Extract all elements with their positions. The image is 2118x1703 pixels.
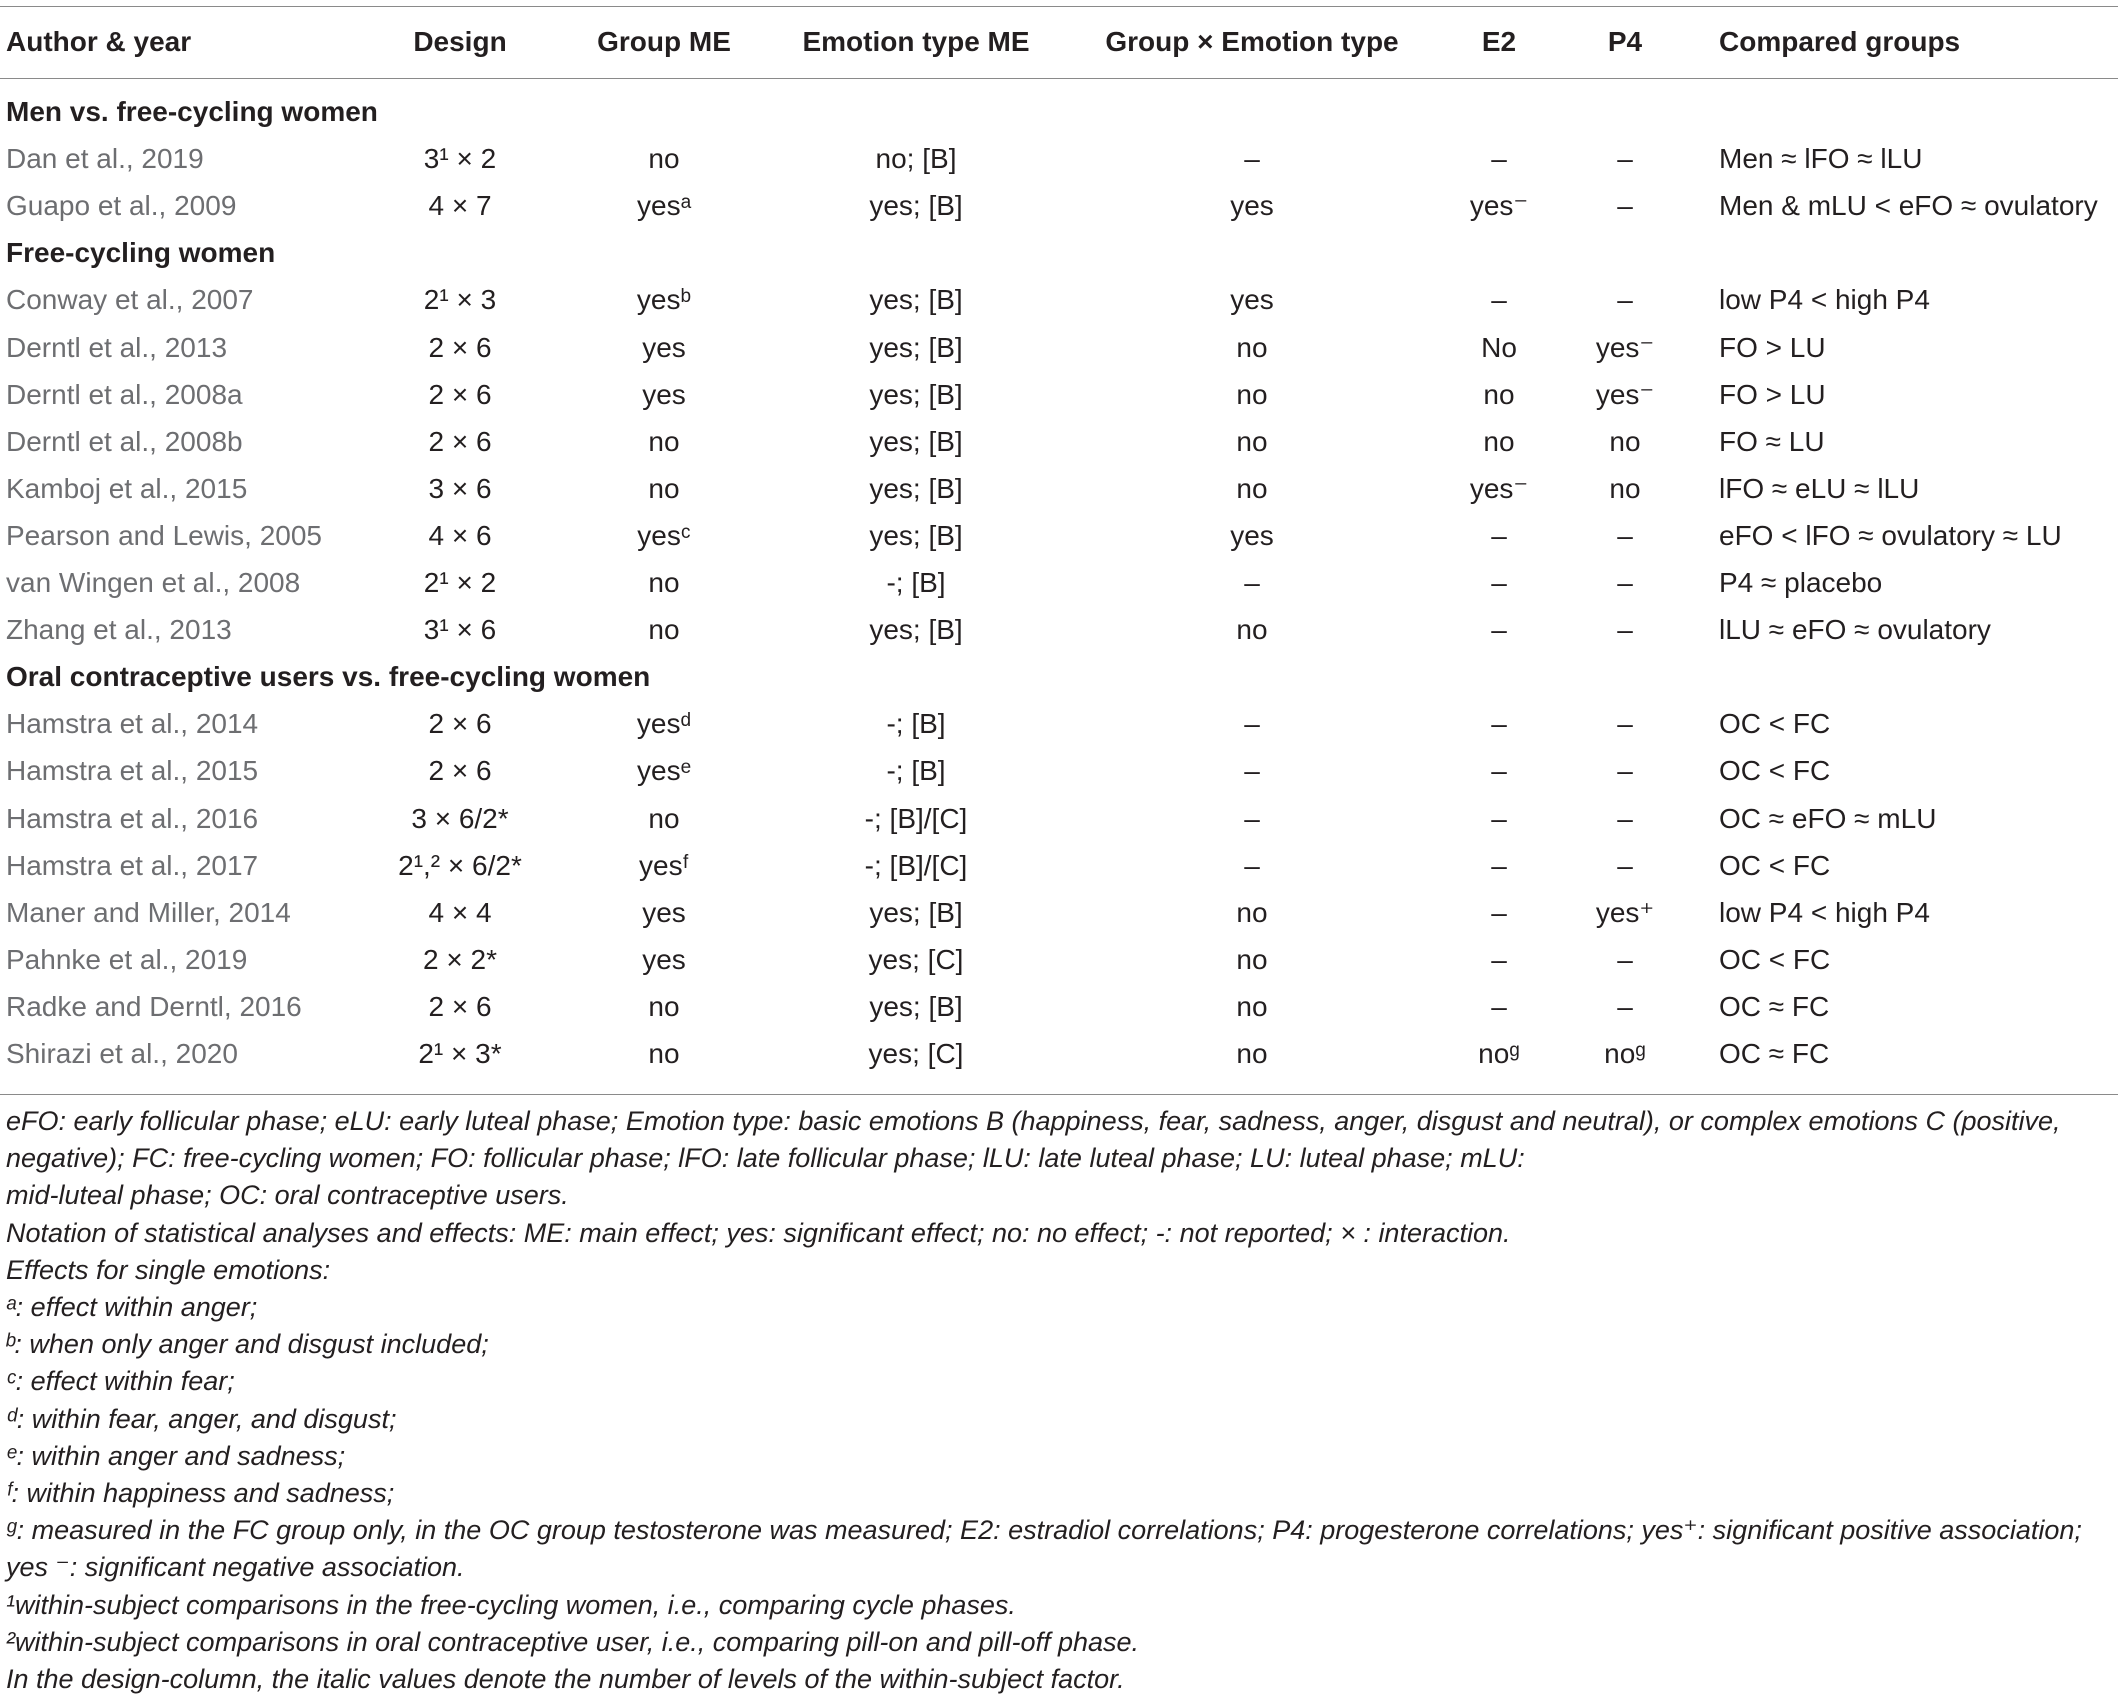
e2-cell: – bbox=[1491, 849, 1507, 881]
author-cell: van Wingen et al., 2008 bbox=[6, 567, 301, 598]
group-me-cell: yes bbox=[642, 331, 686, 363]
compared-cell: OC < FC bbox=[1719, 849, 1831, 881]
design-cell: 2¹ × 3 bbox=[423, 284, 497, 316]
interaction-cell: no bbox=[1236, 1038, 1268, 1069]
footnote-line: ᶜ: effect within fear; bbox=[6, 1366, 235, 1397]
table-row bbox=[0, 512, 2118, 559]
compared-cell: Men ≈ lFO ≈ lLU bbox=[1719, 143, 1923, 175]
compared-cell: lFO ≈ eLU ≈ lLU bbox=[1719, 472, 1920, 504]
author-cell: Zhang et al., 2013 bbox=[6, 614, 232, 646]
e2-cell: no bbox=[1483, 378, 1515, 410]
design-cell: 4 × 7 bbox=[428, 190, 492, 222]
p4-cell: yes⁻ bbox=[1595, 331, 1655, 363]
group-me-cell: yesᵇ bbox=[636, 284, 692, 316]
e2-cell: no bbox=[1483, 425, 1515, 457]
table-row bbox=[0, 1030, 2118, 1077]
table-footnotes bbox=[6, 1103, 2112, 1698]
p4-cell: no bbox=[1609, 472, 1641, 504]
header-group-me: Group ME bbox=[597, 26, 731, 57]
emotion-me-cell: -; [B]/[C] bbox=[864, 802, 968, 834]
group-me-cell: no bbox=[648, 425, 680, 457]
section-title: Free-cycling women bbox=[6, 237, 276, 269]
compared-cell: P4 ≈ placebo bbox=[1719, 567, 1883, 598]
compared-cell: FO ≈ LU bbox=[1719, 425, 1825, 457]
header-compared: Compared groups bbox=[1719, 26, 1961, 57]
group-me-cell: yesᵉ bbox=[637, 755, 691, 787]
p4-cell: – bbox=[1617, 990, 1633, 1022]
design-cell: 2 × 6 bbox=[428, 378, 492, 410]
p4-cell: – bbox=[1617, 567, 1633, 598]
interaction-cell: no bbox=[1236, 614, 1268, 646]
author-cell: Derntl et al., 2008b bbox=[6, 425, 243, 457]
group-me-cell: yesᵃ bbox=[637, 190, 691, 222]
e2-cell: – bbox=[1491, 284, 1507, 316]
table-row bbox=[0, 324, 2118, 371]
p4-cell: – bbox=[1617, 519, 1633, 551]
group-me-cell: no bbox=[648, 802, 680, 834]
section-title: Oral contraceptive users vs. free-cycling women bbox=[6, 661, 651, 693]
table-row bbox=[0, 465, 2118, 512]
author-cell: Dan et al., 2019 bbox=[6, 143, 204, 175]
e2-cell: – bbox=[1491, 755, 1507, 787]
p4-cell: – bbox=[1617, 614, 1633, 646]
table-row bbox=[0, 889, 2118, 936]
author-cell: Hamstra et al., 2017 bbox=[6, 849, 259, 881]
compared-cell: lLU ≈ eFO ≈ ovulatory bbox=[1719, 614, 1991, 646]
compared-cell: OC ≈ FC bbox=[1719, 990, 1830, 1022]
e2-cell: – bbox=[1491, 990, 1507, 1022]
design-cell: 2 × 6 bbox=[428, 425, 492, 457]
design-cell: 2 × 6 bbox=[428, 990, 492, 1022]
design-cell: 3¹ × 6 bbox=[423, 614, 497, 646]
compared-cell: eFO < lFO ≈ ovulatory ≈ LU bbox=[1719, 519, 2062, 551]
design-cell: 2 × 6 bbox=[428, 331, 492, 363]
p4-cell: – bbox=[1617, 755, 1633, 787]
design-cell: 2 × 6 bbox=[428, 708, 492, 740]
design-cell: 4 × 6 bbox=[428, 519, 492, 551]
group-me-cell: no bbox=[648, 614, 680, 646]
e2-cell: – bbox=[1491, 708, 1507, 740]
group-me-cell: yes bbox=[642, 896, 686, 928]
design-cell: 2¹ × 2 bbox=[423, 567, 497, 598]
footnote-line: Notation of statistical analyses and effects: ME: main effect; yes: significant effect; no: no effect; -: not reported; × : interaction. bbox=[6, 1217, 1511, 1248]
p4-cell: – bbox=[1617, 190, 1633, 222]
p4-cell: yes⁺ bbox=[1595, 896, 1655, 928]
interaction-cell: no bbox=[1236, 425, 1268, 457]
footnote-line: ¹within-subject comparisons in the free-cycling women, i.e., comparing cycle phases. bbox=[6, 1589, 1016, 1620]
interaction-cell: no bbox=[1236, 331, 1268, 363]
footnote-line: eFO: early follicular phase; eLU: early luteal phase; Emotion type: basic emotions B (happiness, fear, sadness, anger, disgust and neutral), or complex emotions C (positive, negative); FC: free-cycling women; FO: follicular phase; lFO: late follicular phase; lLU: late luteal phase; LU: luteal phase; mLU: bbox=[6, 1106, 2061, 1174]
header-design: Design bbox=[413, 26, 507, 57]
design-cell: 2¹,² × 6/2* bbox=[398, 849, 522, 881]
emotion-me-cell: yes; [B] bbox=[869, 378, 963, 410]
interaction-cell: no bbox=[1236, 990, 1268, 1022]
design-cell: 3¹ × 2 bbox=[423, 143, 497, 175]
p4-cell: – bbox=[1617, 708, 1633, 740]
author-cell: Derntl et al., 2008a bbox=[6, 378, 243, 410]
interaction-cell: – bbox=[1244, 849, 1260, 881]
table-row bbox=[0, 559, 2118, 606]
interaction-cell: – bbox=[1244, 755, 1260, 787]
group-me-cell: no bbox=[648, 472, 680, 504]
emotion-me-cell: yes; [B] bbox=[869, 614, 963, 646]
compared-cell: OC < FC bbox=[1719, 943, 1831, 975]
e2-cell: noᵍ bbox=[1478, 1038, 1520, 1069]
emotion-me-cell: -; [B] bbox=[886, 567, 946, 598]
footnote-line: ᶠ: within happiness and sadness; bbox=[6, 1478, 395, 1509]
e2-cell: – bbox=[1491, 802, 1507, 834]
emotion-me-cell: yes; [C] bbox=[868, 1038, 964, 1069]
emotion-me-cell: -; [B] bbox=[886, 708, 946, 740]
interaction-cell: no bbox=[1236, 943, 1268, 975]
e2-cell: – bbox=[1491, 896, 1507, 928]
emotion-me-cell: yes; [B] bbox=[869, 190, 963, 222]
emotion-me-cell: yes; [C] bbox=[868, 943, 964, 975]
p4-cell: – bbox=[1617, 284, 1633, 316]
author-cell: Conway et al., 2007 bbox=[6, 284, 254, 316]
emotion-me-cell: yes; [B] bbox=[869, 896, 963, 928]
p4-cell: noᵍ bbox=[1604, 1038, 1646, 1069]
group-me-cell: no bbox=[648, 143, 680, 175]
design-cell: 2 × 2* bbox=[423, 943, 497, 975]
table-row bbox=[0, 747, 2118, 794]
group-me-cell: yes bbox=[642, 943, 686, 975]
group-me-cell: no bbox=[648, 1038, 680, 1069]
table-row bbox=[0, 936, 2118, 983]
emotion-me-cell: yes; [B] bbox=[869, 331, 963, 363]
author-cell: Derntl et al., 2013 bbox=[6, 331, 228, 363]
author-cell: Pahnke et al., 2019 bbox=[6, 943, 248, 975]
table-row bbox=[0, 606, 2118, 653]
table-row bbox=[0, 983, 2118, 1030]
header-rule bbox=[0, 78, 2118, 79]
section-title: Men vs. free-cycling women bbox=[6, 96, 378, 127]
table-row bbox=[0, 700, 2118, 747]
interaction-cell: no bbox=[1236, 472, 1268, 504]
group-me-cell: no bbox=[648, 990, 680, 1022]
footnote-line: ᵃ: effect within anger; bbox=[6, 1292, 258, 1323]
emotion-me-cell: yes; [B] bbox=[869, 519, 963, 551]
interaction-cell: yes bbox=[1230, 519, 1274, 551]
p4-cell: – bbox=[1617, 802, 1633, 834]
header-author: Author & year bbox=[6, 26, 192, 57]
design-cell: 2¹ × 3* bbox=[418, 1038, 502, 1069]
author-cell: Hamstra et al., 2016 bbox=[6, 802, 259, 834]
footnote-line: Effects for single emotions: bbox=[6, 1254, 331, 1285]
table-row bbox=[0, 795, 2118, 842]
compared-cell: OC ≈ FC bbox=[1719, 1038, 1830, 1069]
footnote-line: ᵈ: within fear, anger, and disgust; bbox=[6, 1403, 397, 1434]
group-me-cell: yesᵈ bbox=[636, 708, 692, 740]
author-cell: Hamstra et al., 2015 bbox=[6, 755, 259, 787]
e2-cell: No bbox=[1481, 331, 1517, 363]
top-rule bbox=[0, 6, 2118, 7]
author-cell: Kamboj et al., 2015 bbox=[6, 472, 248, 504]
table-row bbox=[0, 418, 2118, 465]
emotion-me-cell: yes; [B] bbox=[869, 284, 963, 316]
author-cell: Radke and Derntl, 2016 bbox=[6, 990, 302, 1022]
emotion-me-cell: yes; [B] bbox=[869, 425, 963, 457]
compared-cell: low P4 < high P4 bbox=[1719, 896, 1930, 928]
compared-cell: FO > LU bbox=[1719, 331, 1826, 363]
interaction-cell: – bbox=[1244, 143, 1260, 175]
emotion-me-cell: yes; [B] bbox=[869, 990, 963, 1022]
p4-cell: no bbox=[1609, 425, 1641, 457]
footnote-line: mid-luteal phase; OC: oral contraceptive users. bbox=[6, 1180, 569, 1211]
emotion-me-cell: -; [B] bbox=[886, 755, 946, 787]
emotion-me-cell: -; [B]/[C] bbox=[864, 849, 968, 881]
e2-cell: – bbox=[1491, 567, 1507, 598]
design-cell: 3 × 6 bbox=[428, 472, 492, 504]
e2-cell: yes⁻ bbox=[1469, 472, 1529, 504]
footnote-line: ᵉ: within anger and sadness; bbox=[6, 1440, 346, 1471]
interaction-cell: yes bbox=[1230, 190, 1274, 222]
emotion-me-cell: no; [B] bbox=[875, 143, 957, 175]
compared-cell: low P4 < high P4 bbox=[1719, 284, 1930, 316]
e2-cell: – bbox=[1491, 143, 1507, 175]
table-row bbox=[0, 842, 2118, 889]
interaction-cell: no bbox=[1236, 378, 1268, 410]
e2-cell: – bbox=[1491, 519, 1507, 551]
footnote-line: ²within-subject comparisons in oral contraceptive user, i.e., comparing pill-on and pill-off phase. bbox=[6, 1626, 1140, 1657]
compared-cell: Men & mLU < eFO ≈ ovulatory bbox=[1719, 190, 2098, 222]
header-interaction: Group × Emotion type bbox=[1105, 26, 1399, 57]
e2-cell: yes⁻ bbox=[1469, 190, 1529, 222]
p4-cell: – bbox=[1617, 849, 1633, 881]
interaction-cell: – bbox=[1244, 708, 1260, 740]
group-me-cell: yesᶠ bbox=[639, 849, 689, 881]
compared-cell: OC < FC bbox=[1719, 755, 1831, 787]
design-cell: 4 × 4 bbox=[428, 896, 492, 928]
interaction-cell: – bbox=[1244, 567, 1260, 598]
compared-cell: FO > LU bbox=[1719, 378, 1826, 410]
bottom-rule bbox=[0, 1094, 2118, 1095]
author-cell: Pearson and Lewis, 2005 bbox=[6, 519, 322, 551]
interaction-cell: – bbox=[1244, 802, 1260, 834]
group-me-cell: yes bbox=[642, 378, 686, 410]
author-cell: Hamstra et al., 2014 bbox=[6, 708, 259, 740]
footnote-line: In the design-column, the italic values denote the number of levels of the within-subject factor. bbox=[6, 1664, 1125, 1695]
compared-cell: OC ≈ eFO ≈ mLU bbox=[1719, 802, 1937, 834]
p4-cell: yes⁻ bbox=[1595, 378, 1655, 410]
author-cell: Guapo et al., 2009 bbox=[6, 190, 237, 222]
group-me-cell: no bbox=[648, 567, 680, 598]
author-cell: Maner and Miller, 2014 bbox=[6, 896, 291, 928]
footnote-line: ᵍ: measured in the FC group only, in the OC group testosterone was measured; E2: estradiol correlations; P4: progesterone correlations; yes⁺: significant positive association; yes ⁻: significant negative association. bbox=[6, 1515, 2082, 1583]
interaction-cell: no bbox=[1236, 896, 1268, 928]
author-cell: Shirazi et al., 2020 bbox=[6, 1038, 238, 1069]
compared-cell: OC < FC bbox=[1719, 708, 1831, 740]
table-row bbox=[0, 182, 2118, 229]
design-cell: 3 × 6/2* bbox=[411, 802, 509, 834]
table-row bbox=[0, 276, 2118, 323]
header-p4: P4 bbox=[1607, 26, 1643, 57]
design-cell: 2 × 6 bbox=[428, 755, 492, 787]
interaction-cell: yes bbox=[1230, 284, 1274, 316]
table-row bbox=[0, 371, 2118, 418]
e2-cell: – bbox=[1491, 943, 1507, 975]
footnote-line: ᵇ: when only anger and disgust included; bbox=[6, 1329, 489, 1360]
p4-cell: – bbox=[1617, 143, 1633, 175]
group-me-cell: yesᶜ bbox=[637, 519, 691, 551]
header-e2: E2 bbox=[1481, 26, 1517, 57]
p4-cell: – bbox=[1617, 943, 1633, 975]
header-emotion-me: Emotion type ME bbox=[802, 26, 1030, 57]
table-row bbox=[0, 135, 2118, 182]
emotion-me-cell: yes; [B] bbox=[869, 472, 963, 504]
e2-cell: – bbox=[1491, 614, 1507, 646]
